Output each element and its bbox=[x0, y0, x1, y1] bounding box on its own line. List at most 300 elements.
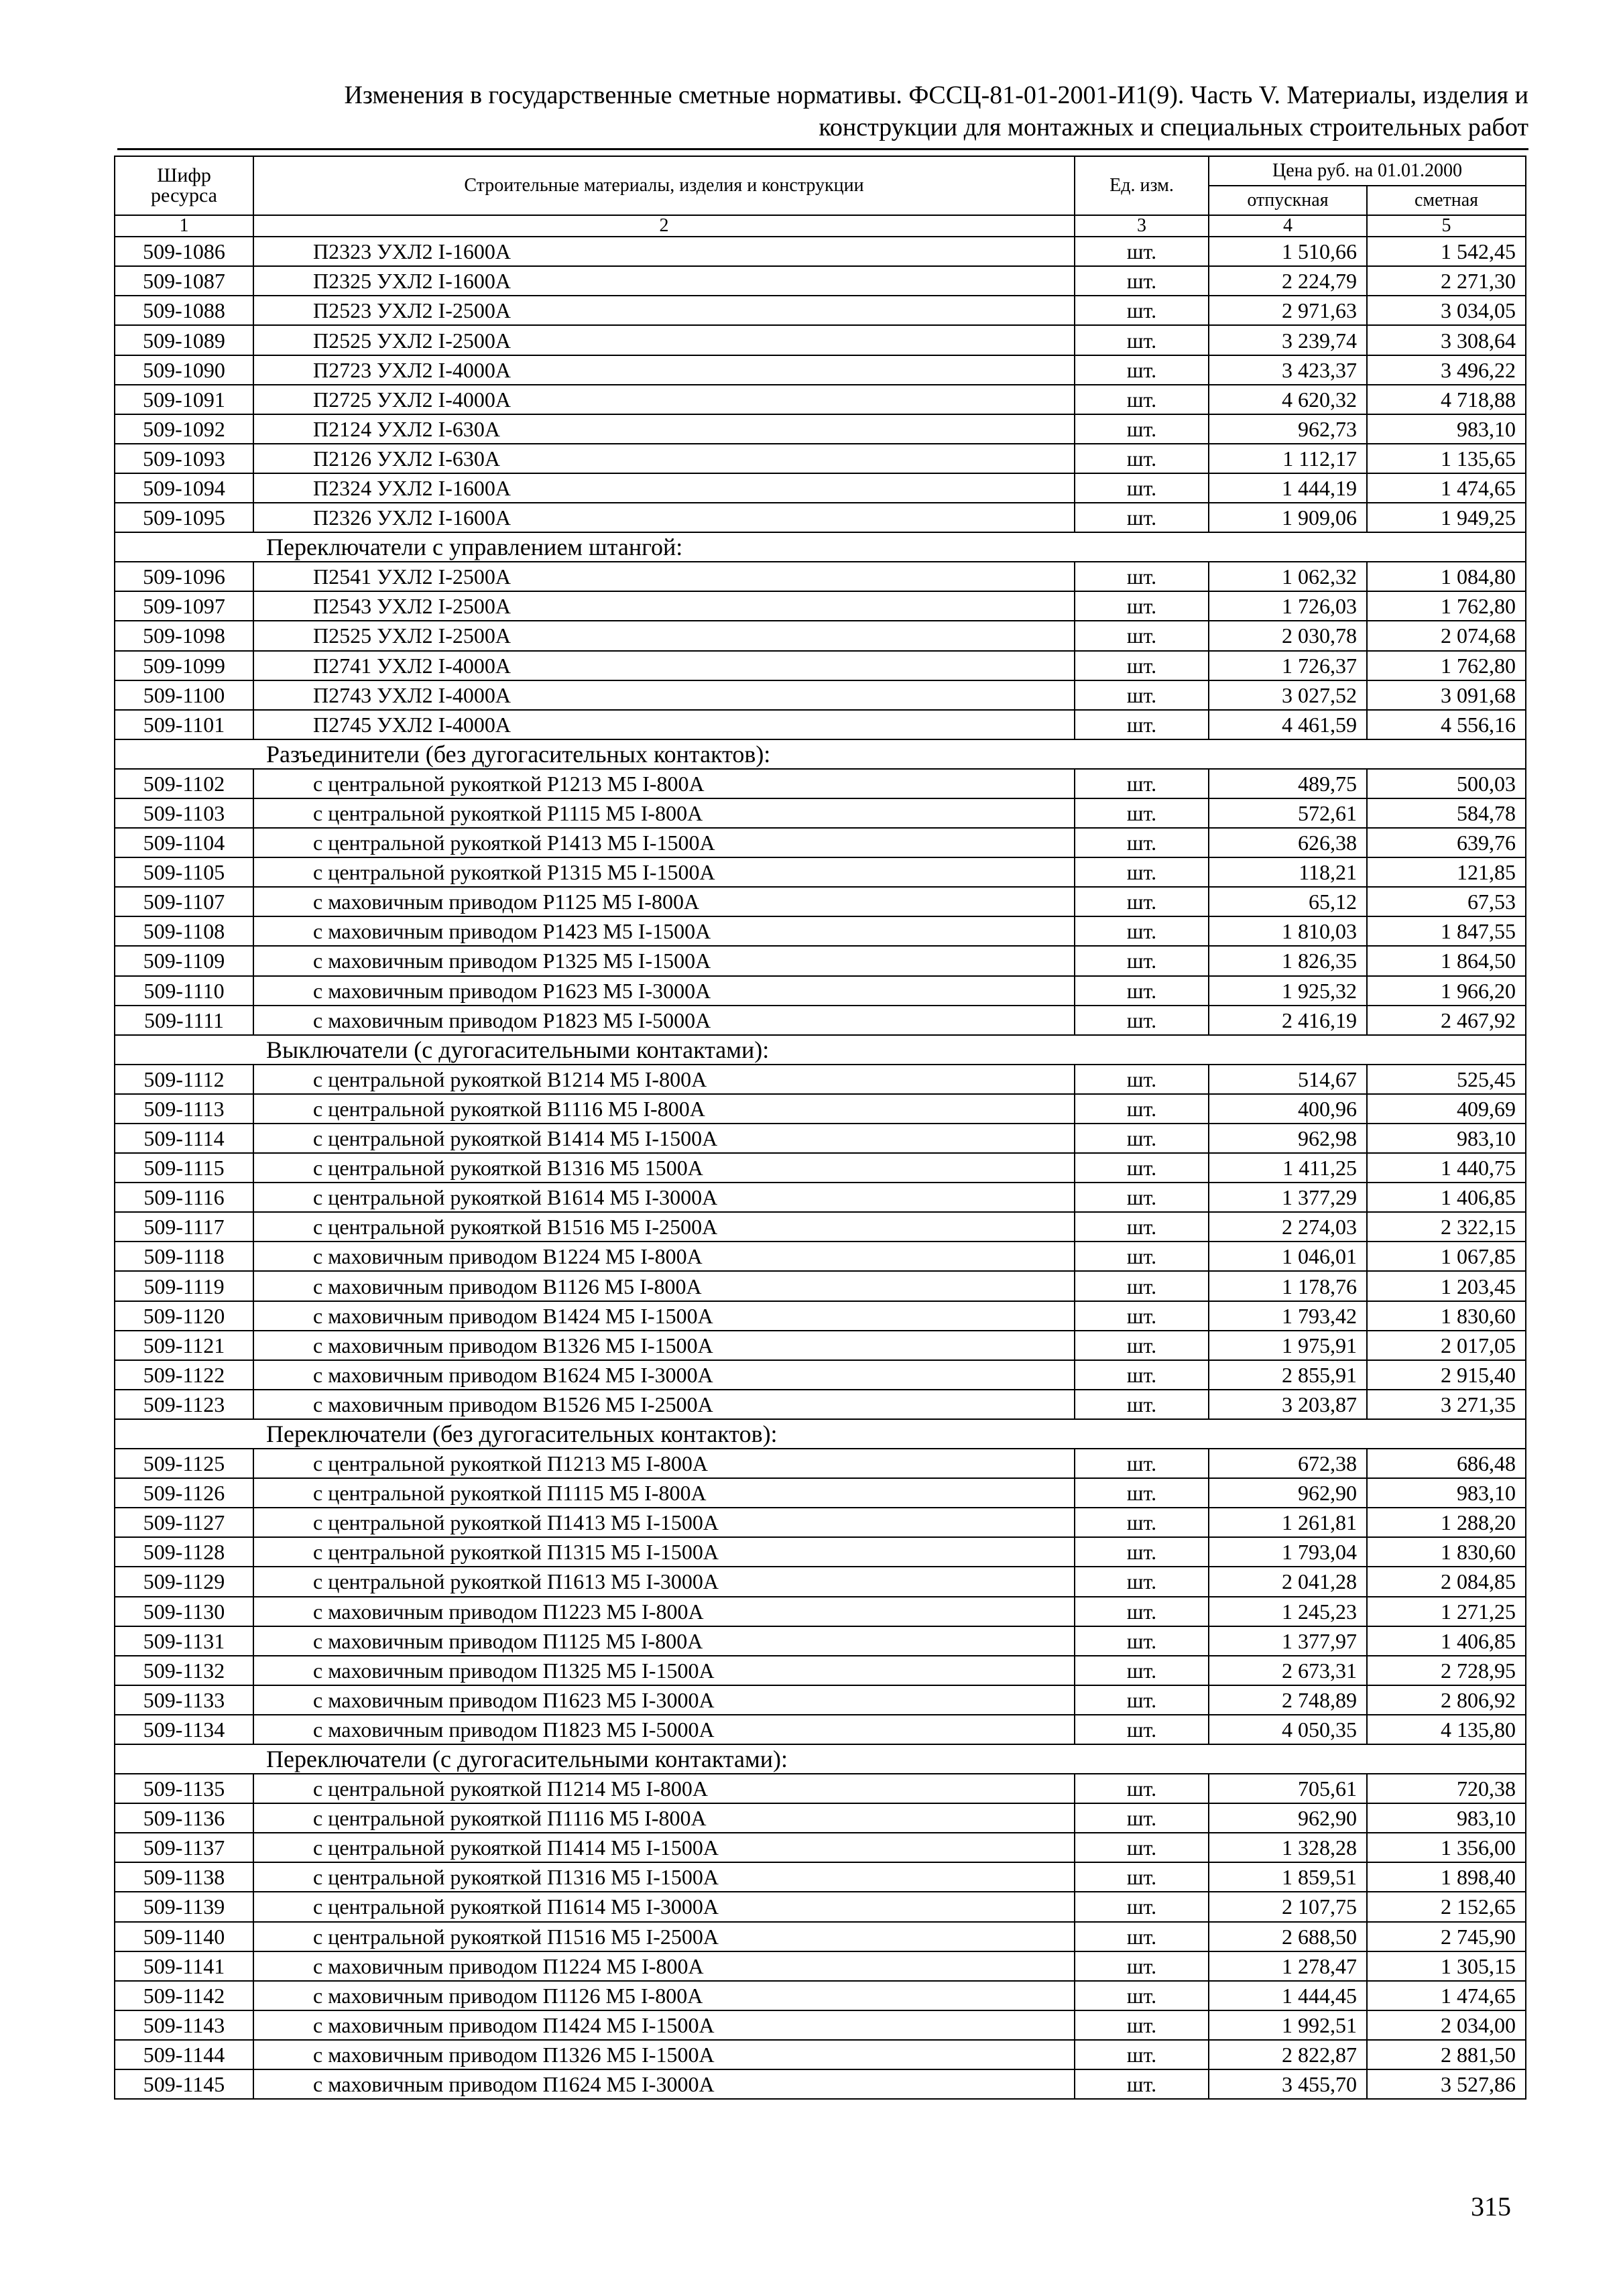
table-row bbox=[115, 710, 1526, 739]
release-price: 1 245,23 bbox=[1209, 1597, 1367, 1626]
table-row bbox=[115, 1301, 1526, 1331]
table-row bbox=[115, 1567, 1526, 1596]
section-row bbox=[115, 739, 1526, 769]
release-price: 1 377,29 bbox=[1209, 1183, 1367, 1212]
unit-cell: шт. bbox=[1075, 1567, 1209, 1596]
unit-cell: шт. bbox=[1075, 1065, 1209, 1094]
estimate-price: 2 322,15 bbox=[1367, 1212, 1526, 1242]
col-number-4: 4 bbox=[1209, 215, 1367, 237]
material-name: с центральной рукояткой П1413 М5 I-1500А bbox=[253, 1508, 1075, 1537]
material-name: с маховичным приводом В1424 М5 I-1500А bbox=[253, 1301, 1075, 1331]
header-release-price: отпускная bbox=[1209, 186, 1367, 215]
resource-code: 509-1144 bbox=[115, 2040, 253, 2069]
table-row bbox=[115, 355, 1526, 385]
resource-code: 509-1102 bbox=[115, 769, 253, 798]
estimate-price: 121,85 bbox=[1367, 857, 1526, 887]
col-number-2: 2 bbox=[253, 215, 1075, 237]
resource-code: 509-1093 bbox=[115, 444, 253, 473]
estimate-price: 500,03 bbox=[1367, 769, 1526, 798]
resource-code: 509-1126 bbox=[115, 1478, 253, 1508]
table-row bbox=[115, 444, 1526, 473]
material-name: П2525 УХЛ2 I-2500А bbox=[253, 621, 1075, 650]
estimate-price: 1 135,65 bbox=[1367, 444, 1526, 473]
table-row bbox=[115, 1774, 1526, 1803]
col-number-5: 5 bbox=[1367, 215, 1526, 237]
table-row bbox=[115, 621, 1526, 650]
table-row bbox=[115, 1892, 1526, 1921]
material-name: с центральной рукояткой В1316 М5 1500А bbox=[253, 1153, 1075, 1183]
estimate-price: 1 474,65 bbox=[1367, 1981, 1526, 2010]
unit-cell: шт. bbox=[1075, 680, 1209, 710]
table-row bbox=[115, 769, 1526, 798]
release-price: 1 411,25 bbox=[1209, 1153, 1367, 1183]
material-name: П2323 УХЛ2 I-1600А bbox=[253, 237, 1075, 266]
section-row bbox=[115, 1419, 1526, 1449]
table-row bbox=[115, 1065, 1526, 1094]
unit-cell: шт. bbox=[1075, 503, 1209, 532]
price-table bbox=[114, 156, 1526, 2100]
material-name: П2741 УХЛ2 I-4000А bbox=[253, 651, 1075, 680]
estimate-price: 1 356,00 bbox=[1367, 1833, 1526, 1862]
table-row bbox=[115, 976, 1526, 1006]
table-row bbox=[115, 1922, 1526, 1951]
material-name: с центральной рукояткой П1115 М5 I-800А bbox=[253, 1478, 1075, 1508]
table-row bbox=[115, 1715, 1526, 1744]
unit-cell: шт. bbox=[1075, 325, 1209, 355]
resource-code: 509-1091 bbox=[115, 385, 253, 414]
section-row bbox=[115, 532, 1526, 562]
table-row bbox=[115, 1626, 1526, 1656]
section-title: Переключатели (с дугогасительными контактами): bbox=[115, 1744, 1526, 1774]
release-price: 2 971,63 bbox=[1209, 296, 1367, 325]
table-row bbox=[115, 1537, 1526, 1567]
resource-code: 509-1127 bbox=[115, 1508, 253, 1537]
release-price: 1 112,17 bbox=[1209, 444, 1367, 473]
material-name: П2723 УХЛ2 I-4000А bbox=[253, 355, 1075, 385]
resource-code: 509-1135 bbox=[115, 1774, 253, 1803]
estimate-price: 1 830,60 bbox=[1367, 1537, 1526, 1567]
estimate-price: 1 084,80 bbox=[1367, 562, 1526, 591]
material-name: П2541 УХЛ2 I-2500А bbox=[253, 562, 1075, 591]
table-row bbox=[115, 1833, 1526, 1862]
material-name: с центральной рукояткой В1214 М5 I-800А bbox=[253, 1065, 1075, 1094]
release-price: 400,96 bbox=[1209, 1094, 1367, 1124]
resource-code: 509-1100 bbox=[115, 680, 253, 710]
unit-cell: шт. bbox=[1075, 266, 1209, 296]
material-name: с центральной рукояткой П1414 М5 I-1500А bbox=[253, 1833, 1075, 1862]
estimate-price: 983,10 bbox=[1367, 1478, 1526, 1508]
material-name: с маховичным приводом П1223 М5 I-800А bbox=[253, 1597, 1075, 1626]
release-price: 3 423,37 bbox=[1209, 355, 1367, 385]
unit-cell: шт. bbox=[1075, 710, 1209, 739]
material-name: П2543 УХЛ2 I-2500А bbox=[253, 591, 1075, 621]
unit-cell: шт. bbox=[1075, 2069, 1209, 2099]
estimate-price: 1 762,80 bbox=[1367, 591, 1526, 621]
table-row bbox=[115, 1153, 1526, 1183]
unit-cell: шт. bbox=[1075, 1094, 1209, 1124]
unit-cell: шт. bbox=[1075, 1597, 1209, 1626]
resource-code: 509-1095 bbox=[115, 503, 253, 532]
estimate-price: 1 898,40 bbox=[1367, 1862, 1526, 1892]
resource-code: 509-1138 bbox=[115, 1862, 253, 1892]
estimate-price: 1 966,20 bbox=[1367, 976, 1526, 1006]
unit-cell: шт. bbox=[1075, 1124, 1209, 1153]
resource-code: 509-1090 bbox=[115, 355, 253, 385]
unit-cell: шт. bbox=[1075, 2040, 1209, 2069]
estimate-price: 1 406,85 bbox=[1367, 1183, 1526, 1212]
material-name: с маховичным приводом Р1823 М5 I-5000А bbox=[253, 1006, 1075, 1035]
header-code: Шифр ресурса bbox=[115, 156, 253, 215]
resource-code: 509-1103 bbox=[115, 798, 253, 828]
table-row bbox=[115, 1803, 1526, 1833]
table-row bbox=[115, 651, 1526, 680]
material-name: с центральной рукояткой П1116 М5 I-800А bbox=[253, 1803, 1075, 1833]
table-row bbox=[115, 1685, 1526, 1715]
estimate-price: 639,76 bbox=[1367, 828, 1526, 857]
estimate-price: 3 091,68 bbox=[1367, 680, 1526, 710]
unit-cell: шт. bbox=[1075, 385, 1209, 414]
unit-cell: шт. bbox=[1075, 414, 1209, 444]
header-line-1: Изменения в государственные сметные нормативы. ФССЦ-81-01-2001-И1(9). Часть V. Материалы, изделия и bbox=[344, 81, 1528, 109]
estimate-price: 1 847,55 bbox=[1367, 916, 1526, 946]
material-name: с маховичным приводом П1623 М5 I-3000А bbox=[253, 1685, 1075, 1715]
release-price: 2 107,75 bbox=[1209, 1892, 1367, 1921]
resource-code: 509-1132 bbox=[115, 1656, 253, 1685]
header-rule bbox=[117, 148, 1528, 150]
release-price: 1 046,01 bbox=[1209, 1242, 1367, 1271]
resource-code: 509-1137 bbox=[115, 1833, 253, 1862]
table-row bbox=[115, 887, 1526, 916]
estimate-price: 3 496,22 bbox=[1367, 355, 1526, 385]
unit-cell: шт. bbox=[1075, 2010, 1209, 2040]
release-price: 1 793,42 bbox=[1209, 1301, 1367, 1331]
unit-cell: шт. bbox=[1075, 1183, 1209, 1212]
estimate-price: 2 467,92 bbox=[1367, 1006, 1526, 1035]
estimate-price: 4 556,16 bbox=[1367, 710, 1526, 739]
release-price: 2 822,87 bbox=[1209, 2040, 1367, 2069]
table-row bbox=[115, 1124, 1526, 1153]
section-title: Переключатели с управлением штангой: bbox=[115, 532, 1526, 562]
material-name: с центральной рукояткой Р1315 М5 I-1500А bbox=[253, 857, 1075, 887]
unit-cell: шт. bbox=[1075, 562, 1209, 591]
release-price: 705,61 bbox=[1209, 1774, 1367, 1803]
material-name: П2523 УХЛ2 I-2500А bbox=[253, 296, 1075, 325]
material-name: П2326 УХЛ2 I-1600А bbox=[253, 503, 1075, 532]
unit-cell: шт. bbox=[1075, 1478, 1209, 1508]
unit-cell: шт. bbox=[1075, 296, 1209, 325]
release-price: 1 444,19 bbox=[1209, 473, 1367, 503]
release-price: 3 203,87 bbox=[1209, 1390, 1367, 1419]
table-row bbox=[115, 1951, 1526, 1981]
material-name: с центральной рукояткой П1213 М5 I-800А bbox=[253, 1449, 1075, 1478]
release-price: 672,38 bbox=[1209, 1449, 1367, 1478]
material-name: с маховичным приводом П1424 М5 I-1500А bbox=[253, 2010, 1075, 2040]
table-row bbox=[115, 266, 1526, 296]
release-price: 3 239,74 bbox=[1209, 325, 1367, 355]
unit-cell: шт. bbox=[1075, 916, 1209, 946]
unit-cell: шт. bbox=[1075, 1833, 1209, 1862]
table-row bbox=[115, 562, 1526, 591]
unit-cell: шт. bbox=[1075, 1922, 1209, 1951]
resource-code: 509-1145 bbox=[115, 2069, 253, 2099]
resource-code: 509-1101 bbox=[115, 710, 253, 739]
release-price: 1 810,03 bbox=[1209, 916, 1367, 946]
release-price: 2 416,19 bbox=[1209, 1006, 1367, 1035]
material-name: с центральной рукояткой В1516 М5 I-2500А bbox=[253, 1212, 1075, 1242]
estimate-price: 1 406,85 bbox=[1367, 1626, 1526, 1656]
release-price: 1 178,76 bbox=[1209, 1271, 1367, 1301]
material-name: с маховичным приводом П1224 М5 I-800А bbox=[253, 1951, 1075, 1981]
release-price: 962,98 bbox=[1209, 1124, 1367, 1153]
material-name: с центральной рукояткой В1116 М5 I-800А bbox=[253, 1094, 1075, 1124]
resource-code: 509-1096 bbox=[115, 562, 253, 591]
resource-code: 509-1107 bbox=[115, 887, 253, 916]
release-price: 118,21 bbox=[1209, 857, 1367, 887]
release-price: 2 748,89 bbox=[1209, 1685, 1367, 1715]
table-row bbox=[115, 946, 1526, 975]
material-name: с маховичным приводом Р1325 М5 I-1500А bbox=[253, 946, 1075, 975]
release-price: 2 855,91 bbox=[1209, 1360, 1367, 1390]
material-name: П2725 УХЛ2 I-4000А bbox=[253, 385, 1075, 414]
estimate-price: 3 527,86 bbox=[1367, 2069, 1526, 2099]
resource-code: 509-1121 bbox=[115, 1331, 253, 1360]
estimate-price: 1 305,15 bbox=[1367, 1951, 1526, 1981]
estimate-price: 2 881,50 bbox=[1367, 2040, 1526, 2069]
resource-code: 509-1123 bbox=[115, 1390, 253, 1419]
estimate-price: 1 440,75 bbox=[1367, 1153, 1526, 1183]
section-row bbox=[115, 1035, 1526, 1065]
table-row bbox=[115, 2040, 1526, 2069]
material-name: с центральной рукояткой П1214 М5 I-800А bbox=[253, 1774, 1075, 1803]
resource-code: 509-1119 bbox=[115, 1271, 253, 1301]
resource-code: 509-1125 bbox=[115, 1449, 253, 1478]
resource-code: 509-1140 bbox=[115, 1922, 253, 1951]
resource-code: 509-1133 bbox=[115, 1685, 253, 1715]
table-row bbox=[115, 1183, 1526, 1212]
estimate-price: 1 864,50 bbox=[1367, 946, 1526, 975]
unit-cell: шт. bbox=[1075, 1212, 1209, 1242]
material-name: с маховичным приводом В1526 М5 I-2500А bbox=[253, 1390, 1075, 1419]
estimate-price: 584,78 bbox=[1367, 798, 1526, 828]
table-row bbox=[115, 473, 1526, 503]
unit-cell: шт. bbox=[1075, 1331, 1209, 1360]
section-title: Разъединители (без дугогасительных контактов): bbox=[115, 739, 1526, 769]
material-name: П2525 УХЛ2 I-2500А bbox=[253, 325, 1075, 355]
resource-code: 509-1111 bbox=[115, 1006, 253, 1035]
material-name: с центральной рукояткой П1316 М5 I-1500А bbox=[253, 1862, 1075, 1892]
table-row bbox=[115, 385, 1526, 414]
release-price: 962,73 bbox=[1209, 414, 1367, 444]
estimate-price: 983,10 bbox=[1367, 1124, 1526, 1153]
unit-cell: шт. bbox=[1075, 1656, 1209, 1685]
release-price: 2 030,78 bbox=[1209, 621, 1367, 650]
material-name: П2124 УХЛ2 I-630А bbox=[253, 414, 1075, 444]
release-price: 1 062,32 bbox=[1209, 562, 1367, 591]
estimate-price: 4 718,88 bbox=[1367, 385, 1526, 414]
unit-cell: шт. bbox=[1075, 444, 1209, 473]
section-title: Переключатели (без дугогасительных контактов): bbox=[115, 1419, 1526, 1449]
material-name: П2325 УХЛ2 I-1600А bbox=[253, 266, 1075, 296]
material-name: с центральной рукояткой П1613 М5 I-3000А bbox=[253, 1567, 1075, 1596]
resource-code: 509-1086 bbox=[115, 237, 253, 266]
release-price: 1 909,06 bbox=[1209, 503, 1367, 532]
table-row bbox=[115, 1212, 1526, 1242]
material-name: с маховичным приводом П1125 М5 I-800А bbox=[253, 1626, 1075, 1656]
table-row bbox=[115, 1360, 1526, 1390]
table-row bbox=[115, 414, 1526, 444]
release-price: 4 620,32 bbox=[1209, 385, 1367, 414]
material-name: П2126 УХЛ2 I-630А bbox=[253, 444, 1075, 473]
resource-code: 509-1120 bbox=[115, 1301, 253, 1331]
unit-cell: шт. bbox=[1075, 1390, 1209, 1419]
page-number: 315 bbox=[1471, 2191, 1511, 2222]
resource-code: 509-1128 bbox=[115, 1537, 253, 1567]
table-row bbox=[115, 1656, 1526, 1685]
unit-cell: шт. bbox=[1075, 1153, 1209, 1183]
resource-code: 509-1134 bbox=[115, 1715, 253, 1744]
resource-code: 509-1087 bbox=[115, 266, 253, 296]
estimate-price: 4 135,80 bbox=[1367, 1715, 1526, 1744]
resource-code: 509-1108 bbox=[115, 916, 253, 946]
material-name: с маховичным приводом Р1125 М5 I-800А bbox=[253, 887, 1075, 916]
resource-code: 509-1092 bbox=[115, 414, 253, 444]
estimate-price: 720,38 bbox=[1367, 1774, 1526, 1803]
resource-code: 509-1141 bbox=[115, 1951, 253, 1981]
unit-cell: шт. bbox=[1075, 1537, 1209, 1567]
material-name: с маховичным приводом В1326 М5 I-1500А bbox=[253, 1331, 1075, 1360]
material-name: с маховичным приводом В1624 М5 I-3000А bbox=[253, 1360, 1075, 1390]
table-row bbox=[115, 1006, 1526, 1035]
release-price: 626,38 bbox=[1209, 828, 1367, 857]
table-row bbox=[115, 325, 1526, 355]
material-name: с центральной рукояткой Р1115 М5 I-800А bbox=[253, 798, 1075, 828]
material-name: П2743 УХЛ2 I-4000А bbox=[253, 680, 1075, 710]
resource-code: 509-1130 bbox=[115, 1597, 253, 1626]
resource-code: 509-1118 bbox=[115, 1242, 253, 1271]
estimate-price: 1 762,80 bbox=[1367, 651, 1526, 680]
unit-cell: шт. bbox=[1075, 1626, 1209, 1656]
estimate-price: 2 084,85 bbox=[1367, 1567, 1526, 1596]
unit-cell: шт. bbox=[1075, 1360, 1209, 1390]
estimate-price: 1 203,45 bbox=[1367, 1271, 1526, 1301]
release-price: 1 925,32 bbox=[1209, 976, 1367, 1006]
table-row bbox=[115, 1390, 1526, 1419]
release-price: 65,12 bbox=[1209, 887, 1367, 916]
table-row bbox=[115, 2010, 1526, 2040]
estimate-price: 1 288,20 bbox=[1367, 1508, 1526, 1537]
header-line-2: конструкции для монтажных и специальных строительных работ bbox=[819, 113, 1528, 141]
resource-code: 509-1104 bbox=[115, 828, 253, 857]
unit-cell: шт. bbox=[1075, 1301, 1209, 1331]
estimate-price: 983,10 bbox=[1367, 1803, 1526, 1833]
release-price: 1 328,28 bbox=[1209, 1833, 1367, 1862]
estimate-price: 2 806,92 bbox=[1367, 1685, 1526, 1715]
estimate-price: 2 034,00 bbox=[1367, 2010, 1526, 2040]
col-number-3: 3 bbox=[1075, 215, 1209, 237]
table-row bbox=[115, 1478, 1526, 1508]
estimate-price: 2 271,30 bbox=[1367, 266, 1526, 296]
unit-cell: шт. bbox=[1075, 1715, 1209, 1744]
material-name: с центральной рукояткой П1516 М5 I-2500А bbox=[253, 1922, 1075, 1951]
release-price: 1 975,91 bbox=[1209, 1331, 1367, 1360]
table-row bbox=[115, 1271, 1526, 1301]
resource-code: 509-1139 bbox=[115, 1892, 253, 1921]
estimate-price: 3 034,05 bbox=[1367, 296, 1526, 325]
resource-code: 509-1142 bbox=[115, 1981, 253, 2010]
unit-cell: шт. bbox=[1075, 1862, 1209, 1892]
release-price: 1 826,35 bbox=[1209, 946, 1367, 975]
unit-cell: шт. bbox=[1075, 976, 1209, 1006]
estimate-price: 525,45 bbox=[1367, 1065, 1526, 1094]
resource-code: 509-1143 bbox=[115, 2010, 253, 2040]
table-row bbox=[115, 1449, 1526, 1478]
unit-cell: шт. bbox=[1075, 1271, 1209, 1301]
estimate-price: 409,69 bbox=[1367, 1094, 1526, 1124]
unit-cell: шт. bbox=[1075, 1892, 1209, 1921]
unit-cell: шт. bbox=[1075, 1242, 1209, 1271]
estimate-price: 1 542,45 bbox=[1367, 237, 1526, 266]
release-price: 3 027,52 bbox=[1209, 680, 1367, 710]
release-price: 3 455,70 bbox=[1209, 2069, 1367, 2099]
table-row bbox=[115, 1597, 1526, 1626]
release-price: 1 859,51 bbox=[1209, 1862, 1367, 1892]
material-name: с центральной рукояткой П1315 М5 I-1500А bbox=[253, 1537, 1075, 1567]
unit-cell: шт. bbox=[1075, 1006, 1209, 1035]
material-name: с маховичным приводом В1224 М5 I-800А bbox=[253, 1242, 1075, 1271]
release-price: 2 673,31 bbox=[1209, 1656, 1367, 1685]
unit-cell: шт. bbox=[1075, 473, 1209, 503]
material-name: П2324 УХЛ2 I-1600А bbox=[253, 473, 1075, 503]
resource-code: 509-1112 bbox=[115, 1065, 253, 1094]
resource-code: 509-1094 bbox=[115, 473, 253, 503]
resource-code: 509-1109 bbox=[115, 946, 253, 975]
material-name: с маховичным приводом П1326 М5 I-1500А bbox=[253, 2040, 1075, 2069]
resource-code: 509-1098 bbox=[115, 621, 253, 650]
unit-cell: шт. bbox=[1075, 1508, 1209, 1537]
material-name: с маховичным приводом В1126 М5 I-800А bbox=[253, 1271, 1075, 1301]
table-row bbox=[115, 237, 1526, 266]
release-price: 2 688,50 bbox=[1209, 1922, 1367, 1951]
material-name: с маховичным приводом П1823 М5 I-5000А bbox=[253, 1715, 1075, 1744]
release-price: 1 992,51 bbox=[1209, 2010, 1367, 2040]
unit-cell: шт. bbox=[1075, 887, 1209, 916]
resource-code: 509-1114 bbox=[115, 1124, 253, 1153]
unit-cell: шт. bbox=[1075, 857, 1209, 887]
material-name: с центральной рукояткой В1414 М5 I-1500А bbox=[253, 1124, 1075, 1153]
material-name: с центральной рукояткой В1614 М5 I-3000А bbox=[253, 1183, 1075, 1212]
release-price: 962,90 bbox=[1209, 1803, 1367, 1833]
estimate-price: 2 017,05 bbox=[1367, 1331, 1526, 1360]
unit-cell: шт. bbox=[1075, 1951, 1209, 1981]
release-price: 1 726,03 bbox=[1209, 591, 1367, 621]
table-row bbox=[115, 1242, 1526, 1271]
estimate-price: 1 067,85 bbox=[1367, 1242, 1526, 1271]
estimate-price: 1 949,25 bbox=[1367, 503, 1526, 532]
table-row bbox=[115, 680, 1526, 710]
unit-cell: шт. bbox=[1075, 237, 1209, 266]
release-price: 4 461,59 bbox=[1209, 710, 1367, 739]
material-name: с центральной рукояткой Р1213 М5 I-800А bbox=[253, 769, 1075, 798]
estimate-price: 983,10 bbox=[1367, 414, 1526, 444]
table-row bbox=[115, 828, 1526, 857]
material-name: с маховичным приводом П1325 М5 I-1500А bbox=[253, 1656, 1075, 1685]
material-name: с маховичным приводом Р1623 М5 I-3000А bbox=[253, 976, 1075, 1006]
unit-cell: шт. bbox=[1075, 651, 1209, 680]
release-price: 489,75 bbox=[1209, 769, 1367, 798]
release-price: 514,67 bbox=[1209, 1065, 1367, 1094]
section-row bbox=[115, 1744, 1526, 1774]
estimate-price: 2 152,65 bbox=[1367, 1892, 1526, 1921]
